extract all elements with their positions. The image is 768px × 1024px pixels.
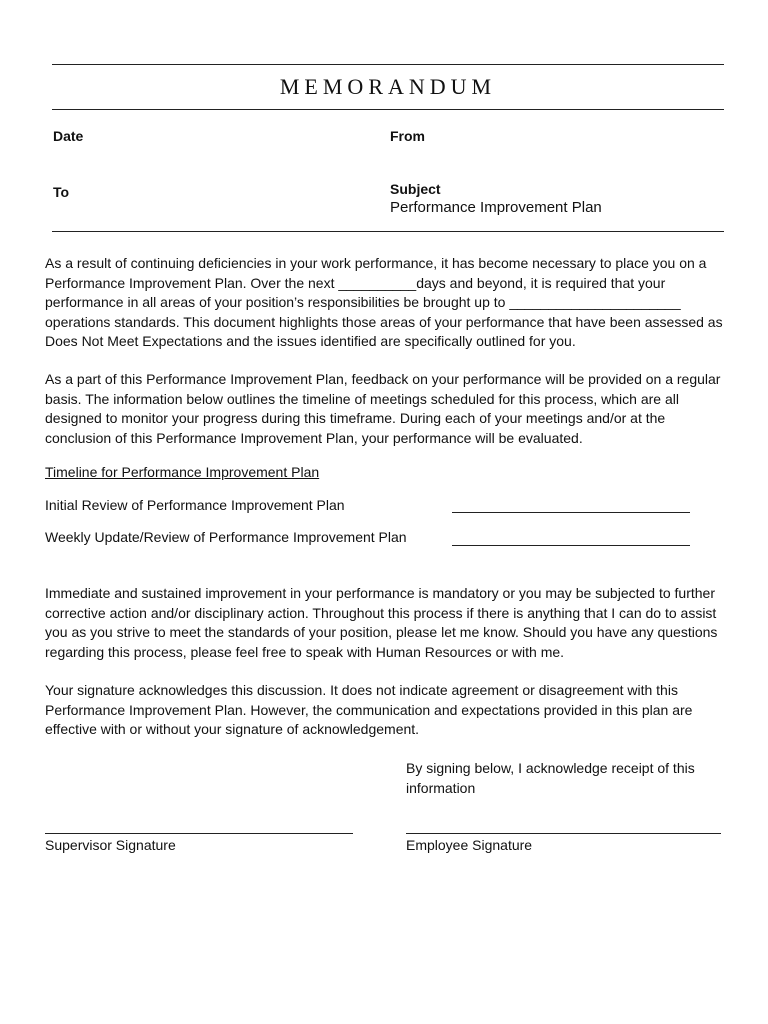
paragraph-4-text: Your signature acknowledges this discussion. It does not indicate agreement or disagreement with this Performance Improvement Plan. However, the communication and expectations provided in this plan are effective with or without your signature of acknowledgement. bbox=[45, 682, 693, 737]
weekly-update-date-line[interactable] bbox=[452, 545, 690, 546]
initial-review-date-line[interactable] bbox=[452, 512, 690, 513]
paragraph-2 bbox=[45, 370, 725, 448]
date-label: Date bbox=[53, 128, 84, 144]
paragraph-1 bbox=[45, 254, 725, 352]
paragraph-4 bbox=[45, 681, 725, 740]
title-bottom-rule bbox=[52, 109, 724, 110]
memo-title: MEMORANDUM bbox=[279, 74, 497, 99]
employee-signature-line[interactable] bbox=[406, 833, 721, 834]
from-label: From bbox=[390, 128, 425, 144]
to-label: To bbox=[53, 184, 70, 200]
timeline-heading: Timeline for Performance Improvement Plan bbox=[45, 464, 320, 480]
supervisor-signature-label: Supervisor Signature bbox=[45, 837, 176, 853]
acknowledge-text: By signing below, I acknowledge receipt of this information bbox=[406, 760, 695, 796]
subject-value: Performance Improvement Plan bbox=[390, 199, 602, 216]
header-bottom-rule bbox=[52, 231, 724, 232]
timeline-item-weekly-update: Weekly Update/Review of Performance Improvement Plan bbox=[45, 529, 407, 545]
top-rule bbox=[52, 64, 724, 65]
employee-signature-label: Employee Signature bbox=[406, 837, 533, 853]
supervisor-signature-line[interactable] bbox=[45, 833, 353, 834]
paragraph-1-text: As a result of continuing deficiencies in your work performance, it has become necessary to place you on a Performance Improvement Plan. Over the next __________days and beyond, it is required that your performance in all areas of your position’s responsibilities be brought up to ______________________ operations standards. This document highlights those areas of your performance that have been assessed as Does Not Meet Expectations and the issues identified are specifically outlined for you. bbox=[45, 255, 723, 349]
subject-label: Subject bbox=[390, 181, 441, 197]
paragraph-3 bbox=[45, 584, 725, 662]
paragraph-2-text: As a part of this Performance Improvement Plan, feedback on your performance will be provided on a regular basis. The information below outlines the timeline of meetings scheduled for this process, which are all designed to monitor your progress during this timeframe. During each of your meetings and/or at the conclusion of this Performance Improvement Plan, your performance will be evaluated. bbox=[45, 371, 721, 446]
timeline-item-initial-review: Initial Review of Performance Improvement Plan bbox=[45, 497, 345, 513]
paragraph-3-text: Immediate and sustained improvement in your performance is mandatory or you may be subjected to further corrective action and/or disciplinary action. Throughout this process if there is anything that I can do to assist you as you strive to meet the standards of your position, please let me know. Should you have any questions regarding this process, please feel free to speak with Human Resources or with me. bbox=[45, 585, 718, 660]
